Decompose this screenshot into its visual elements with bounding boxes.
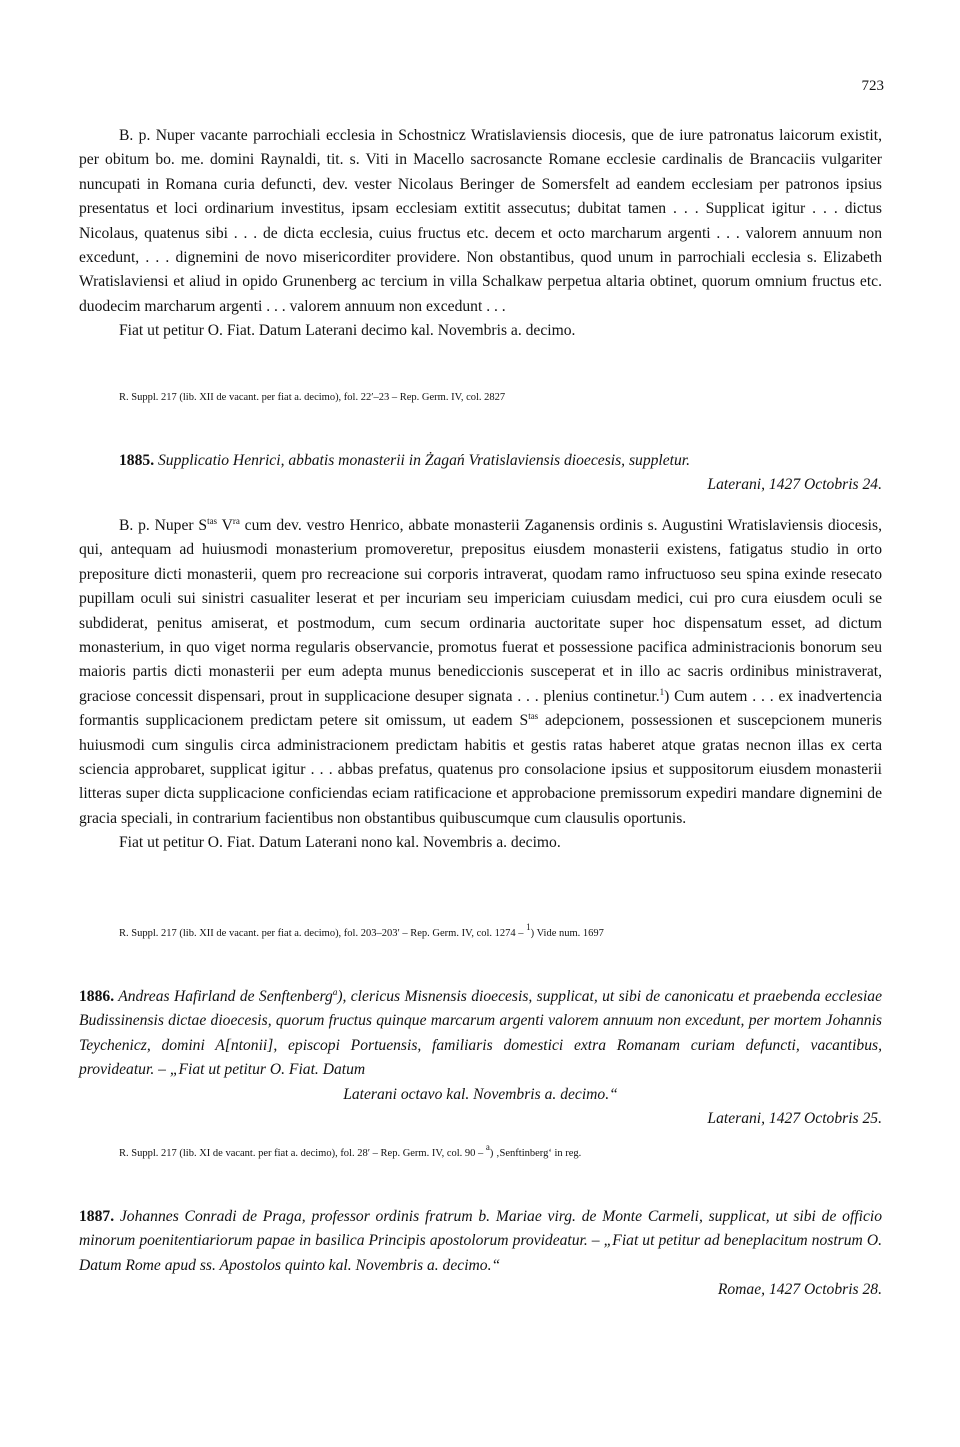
entry-1885-fiat: Fiat ut petitur O. Fiat. Datum Laterani nono kal. Novembris a. decimo. xyxy=(119,834,561,852)
entry-1885-text-c: cum dev. vestro Henrico, abbate monasterii Zaganensis ordinis s. Augustini Wratislaviensis diocesis, qui, antequam ad huiusmodi monasterium promoveretur, prepositus eiusdem monasterii existens, fatigatus studio in orto prepositure dicti monasterii, quem pro recreacione sui corporis intraverat, quodam ramo infructuoso seu spina exinde resecato pupillam oculi sui sinistri casualiter leserat et per incuriam seu impericiam cuiusdam medici, cui pro cura eiusdem oculi se subdiderat, penitus amiserat, et postmodum, cum secum ordinaria auctoritate super hoc dispensatum esset, ad dictum monasterium, in quo viget norma regularis observancie, promotus fuerat et possessione pacifica administracionis bonorum seu maioris partis dicti monasterii per eum adepta munus benediccionis susceperat et in illo ac sacris ordinibus ministraverat, graciose concessit dispensari, prout in supplicacione desuper signata . . . plenius continetur. xyxy=(79,517,882,705)
entry-1886-ref-a: R. Suppl. 217 (lib. XI de vacant. per fiat a. decimo), fol. 28′ – Rep. Germ. IV, col. 90 – xyxy=(119,1148,486,1159)
entry-1886-number: 1886. xyxy=(79,988,115,1005)
entry-1887-number: 1887. xyxy=(79,1208,115,1225)
entry-1885-ref xyxy=(79,922,882,941)
entry-1885-text-a: B. p. Nuper S xyxy=(119,517,208,534)
entry-1885-text-e: adepcionem, possessionen et suscepcionem muneris huiusmodi cum singulis circa administracionem predictam habitis et gestis ratas haberet atque gratas necnon illas ex certa sciencia approbaret, supplicat igitur . . . abbas prefatus, quatenus pro consolacione ipsius et suppositorum eiusdem monasterii litteras super dicta supplicacione conficiendas eciam ratificacione et approbacione premissorum expediri mandare dignemini de gracia speciali, in contrarium facientibus non obstantibus quibuscumque cum clausulis oportunis. xyxy=(79,712,882,827)
entry-prev-ref: R. Suppl. 217 (lib. XII de vacant. per fiat a. decimo), fol. 22′–23 – Rep. Germ. IV, col. 2827 xyxy=(119,392,506,403)
entry-1885-ref-sup: 1 xyxy=(526,922,531,932)
entry-1885-date: Laterani, 1427 Octobris 24. xyxy=(707,476,882,494)
entry-1886-ref-b: ) ‚Senftinberg‘ in reg. xyxy=(489,1148,582,1159)
entry-1886-title-b: ), clericus Misnensis dioecesis, supplicat, ut sibi de canonicatu et praebenda ecclesiae Budissinensis dictae dioecesis, quorum fructus quinque marcarum argenti valorem annuum non excedunt, per mortem Johannis Teychenicz, domini A[ntonii], episcopi Portuensis, familiaris domestici extra Romanam curiam defuncti, vacantibus, provideatur. – „Fiat ut petitur O. Fiat. Datum xyxy=(79,988,883,1079)
entry-1886-title-sup: a xyxy=(332,987,338,997)
entry-1885-ref-block xyxy=(79,922,882,941)
entry-1885-sup-a: tas xyxy=(207,516,218,526)
entry-1885-body xyxy=(79,514,882,856)
entry-1885-sup-d: tas xyxy=(528,711,539,722)
entry-1887-title-text: Johannes Conradi de Praga, professor ordinis fratrum b. Mariae virg. de Monte Carmeli, supplicat, ut sibi de officio minorum poenitentiariorum papae in basilica Principis apostolorum provideatur. – „Fiat ut petitur ad beneplacitum nostrum O. Datum Rome apud ss. Apostolos quinto kal. Novembris a. decimo.“ xyxy=(79,1208,882,1274)
entry-1885-title-text: Supplicatio Henrici, abbatis monasterii in Żagań Vratislaviensis dioecesis, suppletur. xyxy=(158,452,691,469)
entry-1885-ref-b: ) Vide num. 1697 xyxy=(530,928,604,939)
entry-1885-text-d: ) Cum autem . . . ex inadvertencia formantis supplicacionem predictam petere sit omissum, ut eadem S xyxy=(79,687,882,730)
entry-1885-ref-a: R. Suppl. 217 (lib. XII de vacant. per fiat a. decimo), fol. 203–203′ – Rep. Germ. IV, col. 1274 – xyxy=(119,928,527,939)
entry-1885-text xyxy=(79,514,882,831)
entry-1887 xyxy=(79,1205,882,1303)
entry-prev-fiat: Fiat ut petitur O. Fiat. Datum Laterani decimo kal. Novembris a. decimo. xyxy=(119,322,576,340)
entry-1886-ref xyxy=(79,1142,882,1161)
entry-1885-header xyxy=(79,449,882,498)
entry-1886 xyxy=(79,985,882,1131)
entry-prev xyxy=(79,124,882,344)
entry-prev-text: B. p. Nuper vacante parrochiali ecclesia in Schostnicz Wratislaviensis diocesis, que de iure patronatus laicorum existit, per obitum bo. me. domini Raynaldi, tit. s. Viti in Macello sacrosancte Romane ecclesie cardinalis de Brancaciis vulgariter nuncupati in Romana curia defuncti, dev. vester Nicolaus Beringer de Somersfelt ad eandem ecclesiam per patronos ipsius presentatus et loci ordinarium investitus, ipsam ecclesiam extitit assecutus; dubitat tamen . . . Supplicat igitur . . . dictus Nicolaus, quatenus sibi . . . de dicta ecclesia, cuius fructus etc. decem et octo marcharum argenti . . . valorem annuum non excedunt, . . . dignemini de novo misericorditer providere. Non obstantibus, quod unum in parrochiali ecclesia s. Elizabeth Wratislaviensi et aliud in opido Grunenberg ac tercium in villa Schalkaw perpetua altaria obtinet, quorum omnium fructus etc. duodecim marcharum argenti . . . valorem annuum non excedunt . . . xyxy=(79,127,882,315)
page-number: 723 xyxy=(861,78,884,94)
entry-1886-title-a: Andreas Hafirland de Senftenberg xyxy=(118,988,333,1005)
entry-1886-ref-sup: a xyxy=(485,1142,490,1152)
entry-1885-footnote-mark: 1 xyxy=(659,686,665,697)
entry-1885-sup-b: ra xyxy=(232,516,240,526)
entry-1886-ref-block xyxy=(79,1142,882,1161)
entry-1887-date: Romae, 1427 Octobris 28. xyxy=(717,1281,882,1299)
entry-1886-title xyxy=(79,985,882,1083)
entry-1885-title xyxy=(79,449,882,473)
entry-1887-title xyxy=(79,1205,882,1278)
entry-1886-date: Laterani, 1427 Octobris 25. xyxy=(707,1110,882,1128)
entry-1885-text-b: V xyxy=(217,517,233,534)
entry-prev-ref-block xyxy=(79,391,882,405)
entry-1885-number: 1885. xyxy=(119,452,155,469)
entry-1886-title-end: Laterani octavo kal. Novembris a. decimo.“ xyxy=(343,1085,618,1103)
